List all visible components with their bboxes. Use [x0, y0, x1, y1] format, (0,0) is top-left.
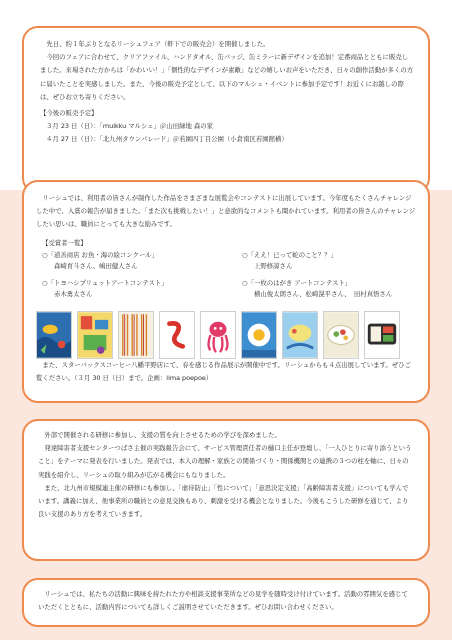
sales-schedule-item: ４月 27 日（日）：「北九州タウンパレード」＠若園四丁目公園（小倉南区若園館横） — [46, 135, 288, 144]
artwork-image-lines — [118, 311, 154, 359]
award-winners: 森崎育斗さん、嶋田健人さん — [54, 261, 138, 270]
sales-schedule-title: 【今後の販売予定】 — [40, 109, 98, 118]
artwork-gallery — [36, 311, 416, 359]
artwork-image-bento — [364, 311, 400, 359]
training-report-body: 発達障害者支援センターつばさ主催の実践報告会にて、サービス管理責任者の樋口主任が登壇し、「一人ひとりに寄り添うということ」をテーマに発表を行いました。発表では、本人の理解・家族との関係づくり・関係機関との連携の３つの柱を軸に、日々の実践を紹介し、リーシュの取り組みが広がる機会にもなりました。 — [38, 444, 412, 479]
sales-schedule-item: ３月 23 日（日）：「muikku マルシェ」＠山田緑地 森の家 — [46, 122, 214, 131]
award-winners: 横山俊太朗さん、松崎滉平さん、 田村真悟さん — [254, 289, 393, 298]
contact-text: リーシュでは、私たちの活動に興味を持たれた方や相談支援事業所などの見学を随時受け付けています。活動の雰囲気を感じていただくとともに、活動内容についても詳しくご説明させていただきます。ぜひお問い合わせください。 — [38, 590, 408, 612]
artwork-image-blue — [282, 311, 318, 359]
training-seminar-body: また、北九州市規模連主催の研修にも参加し、「虐待防止」「性について」「意思決定支援」「高齢障害者支援」についても学んでいます。講義に加え、他事業所の職員との意見交換もあり、刺激を受ける機会となりました。今後もこうした研修を通じて、より良い支援のあり方を考えていきます。 — [38, 483, 409, 519]
training-card — [22, 419, 430, 561]
award-title: ○「トヨハシプリュットアートコンテスト」 — [42, 278, 168, 287]
artwork-image-egg — [241, 311, 277, 359]
award-title: ○「道善商店 お魚・海の絵コンクール」 — [42, 250, 158, 259]
award-winners: 上野修諒さん — [254, 261, 293, 270]
contact-card — [22, 578, 430, 627]
award-item — [242, 250, 337, 272]
awards-title: 【受賞者一覧】 — [42, 238, 87, 247]
fair-report-lead: 先日、約１年ぶりとなるリーシュフェア（軒下での販売会）を開催しました。 — [46, 40, 270, 48]
artwork-image-collage — [77, 311, 113, 359]
award-title: ○「ええ！已って蛇のこと？？」 — [242, 250, 338, 259]
award-item — [42, 250, 158, 272]
artwork-image-octopus — [200, 311, 236, 359]
exhibitions-intro: リーシュでは、利用者の皆さんが制作した作品をさまざまな展覧会やコンテストに出展しています。今年度もたくさんチャレンジした中で、入賞の報告が届きました。「また次も挑戦したい！」と意欲的なコメントも聞かれています。利用者の皆さんのチャレンジしたい思いは、職員にとっても大きな励みです。 — [36, 194, 416, 229]
exhibition-caption: また、スターバックスコーヒー八幡平野店にて、春を感じる作品展示が開催中です。リーシュからも４点出展しています。ぜひご覧ください。（３月 30 日（日）まで。企画：lima poepoe） — [36, 360, 411, 382]
fair-report-card — [22, 26, 430, 194]
sales-schedule — [40, 107, 414, 146]
award-item — [42, 278, 168, 300]
artwork-image-snake — [159, 311, 195, 359]
fair-report-body: 今回のフェアに合わせて、クリアファイル、ハンドタオル、缶バッジ、缶ミラーに新デザインを追加！定番商品とともに販売しました。来場された方からは「かわいい！」「個性的なデザインが素敵」などの嬉しいお声をいただき、日々の創作活動が多くの方に届いたことを実感しました。また、今後の販売予定として、以下のマルシェ・イベントに参加予定です！お近くにお越しの際は、ぜひお立ち寄りください。 — [40, 53, 414, 101]
artwork-image-sea — [36, 311, 72, 359]
award-item — [242, 278, 392, 300]
award-winners: 赤木勇太さん — [54, 289, 93, 298]
artwork-image-plate — [323, 311, 359, 359]
training-lead: 外部で開催される研修に参加し、支援の質を向上させるための学びを深めました。 — [44, 431, 281, 439]
awards-list — [36, 249, 416, 307]
exhibitions-card — [22, 180, 430, 403]
award-title: ○「一枚のはがき アートコンテスト」 — [242, 278, 352, 287]
